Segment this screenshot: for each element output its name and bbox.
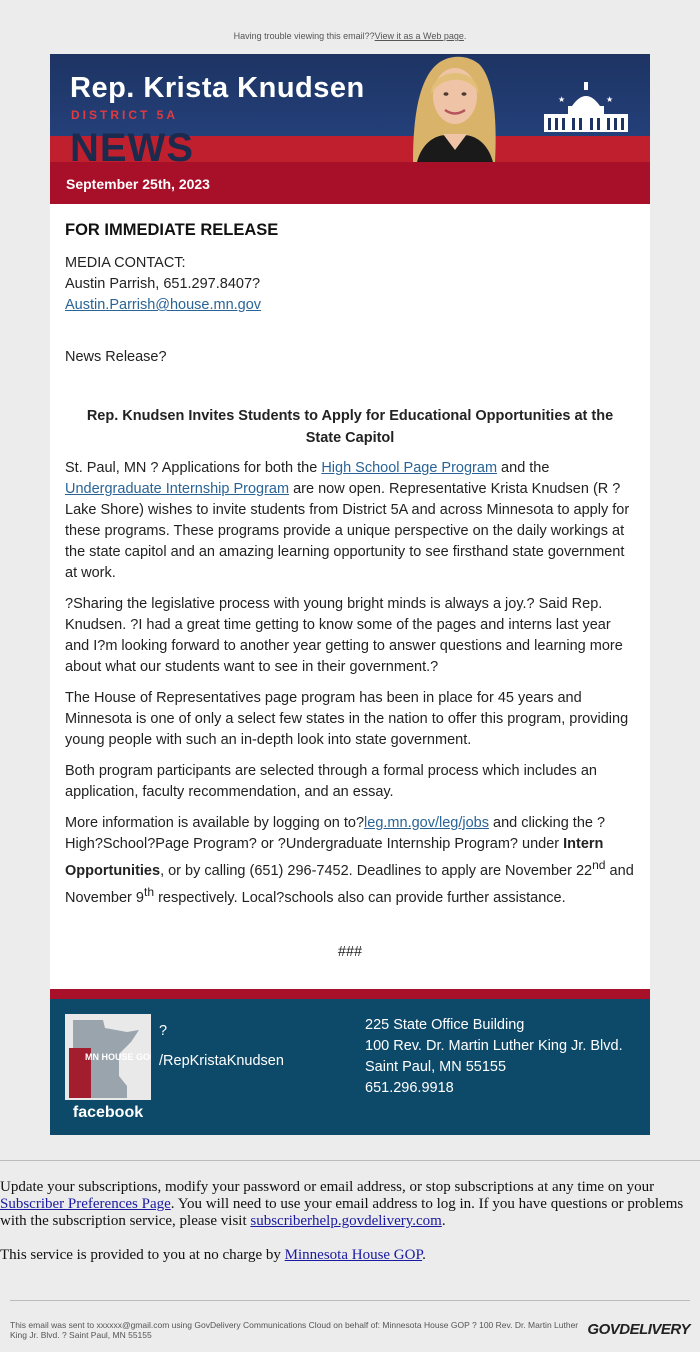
web-page-link[interactable]: View it as a Web page [374, 31, 464, 41]
minnesota-house-gop-link[interactable]: Minnesota House GOP [284, 1247, 423, 1263]
p5-text-d: and November 9 [65, 862, 634, 906]
p5-text-e: respectively. Local?schools also can provide further assistance. [154, 889, 566, 906]
paragraph-3: The House of Representatives page program has been in place for 45 years and Minnesota is one of only a select few states in the nation to offer this program, providing young people with such an in-depth look into state government. [65, 690, 629, 748]
subscriber-preferences-link[interactable]: Subscriber Preferences Page [0, 1196, 171, 1212]
address-line-2: 100 Rev. Dr. Martin Luther King Jr. Blvd. [365, 1037, 623, 1054]
p5-text-a: More information is available by logging on to? [65, 815, 365, 831]
preheader-tail: . [463, 31, 467, 41]
release-heading: FOR IMMEDIATE RELEASE [65, 221, 279, 239]
service-text-a: This service is provided to you at no charge by [0, 1247, 285, 1263]
footer-red-strip [50, 989, 650, 999]
facebook-link[interactable] [65, 1014, 151, 1122]
address-line-3: Saint Paul, MN 55155 [365, 1058, 507, 1075]
paragraph-5 [65, 813, 635, 909]
news-wordmark: NEWS [70, 126, 194, 170]
subscriber-help-link[interactable]: subscriberhelp.govdelivery.com [250, 1213, 442, 1229]
closing-marks: ### [337, 943, 363, 960]
preheader [0, 31, 700, 41]
social-question: ? [159, 1022, 168, 1039]
service-text-b: . [422, 1247, 426, 1263]
social-block [159, 1016, 284, 1076]
p5-text-c: , or by calling (651) 296-7452. Deadlines to apply are November 22 [160, 862, 593, 879]
undergraduate-internship-link[interactable]: Undergraduate Internship Program [65, 481, 290, 497]
district-label: DISTRICT 5A [71, 108, 179, 122]
footer [50, 999, 650, 1135]
office-address [365, 1015, 623, 1099]
govdelivery-logo: GOVDELIVERY [587, 1321, 690, 1338]
svg-text:MN HOUSE GOP: MN HOUSE GOP [85, 1051, 151, 1062]
news-release-label: News Release? [65, 349, 167, 365]
contact-email-link[interactable]: Austin.Parrish@house.mn.gov [65, 297, 262, 313]
media-contact-label: MEDIA CONTACT: [65, 255, 186, 271]
address-line-1: 225 State Office Building [365, 1016, 525, 1033]
paragraph-2: ?Sharing the legislative process with young bright minds is always a joy.? Said Rep. Knudsen. ?I had a great time getting to know some of the pages and interns last year and I?m looking forward to another year getting to answer questions and learning more about what our students want to see in their government.? [65, 596, 623, 675]
capitol-icon [538, 80, 634, 136]
service-paragraph [0, 1247, 700, 1264]
svg-text:★: ★ [558, 95, 566, 104]
p5-text-b: and clicking the ?High?School?Page Program? or ?Undergraduate Internship Program? under [65, 815, 606, 852]
p1-text-c: are now open. Representative Krista Knudsen (R ? Lake Shore) wishes to invite students from District 5A and across Minnesota to apply for these programs. These programs provide a unique perspective on the daily workings at the state capitol and an amazing learning opportunity to see firsthand state government at work. [65, 481, 630, 581]
paragraph-1 [65, 458, 635, 584]
office-phone: 651.296.9918 [365, 1079, 454, 1096]
intern-opportunities-bold: Intern Opportunities [65, 836, 604, 879]
subs-text-c: . [441, 1213, 446, 1229]
email-card [50, 54, 650, 1135]
p1-text-b: and the [497, 460, 550, 476]
headline: Rep. Knudsen Invites Students to Apply for Educational Opportunities at the State Capitol [86, 408, 614, 446]
news-banner [50, 54, 650, 204]
release-content [50, 204, 650, 989]
subs-text-a: Update your subscriptions, modify your password or email address, or stop subscriptions at any time on your [0, 1179, 655, 1195]
preheader-text: Having trouble viewing this email?? [233, 31, 375, 41]
high-school-page-program-link[interactable]: High School Page Program [321, 460, 498, 476]
sup-th: th [143, 884, 155, 899]
subscription-paragraph [0, 1179, 700, 1230]
facebook-handle[interactable]: /RepKristaKnudsen [159, 1052, 284, 1069]
subs-text-b: . You will need to use your email address to log in. If you have questions or problems with the subscription service, please visit [0, 1196, 684, 1229]
mn-house-gop-icon [65, 1014, 151, 1100]
contact-line: Austin Parrish, 651.297.8407? [65, 276, 261, 292]
svg-text:★: ★ [606, 95, 614, 104]
portrait-image [395, 54, 510, 162]
rep-name: Rep. Krista Knudsen [70, 72, 365, 104]
sent-notice-text: This email was sent to xxxxxx@gmail.com using GovDelivery Communications Cloud on behalf of: Minnesota House GOP ? 100 Rev. Dr. Martin Luther King Jr. Blvd. ? Saint Paul, MN 55155 [10, 1320, 579, 1340]
facebook-label: facebook [72, 1103, 144, 1121]
release-date: September 25th, 2023 [66, 176, 210, 192]
p1-text-a: St. Paul, MN ? Applications for both the [65, 460, 322, 476]
sup-nd: nd [592, 858, 606, 872]
paragraph-4: Both program participants are selected through a formal process which includes an application, faculty recommendation, and an essay. [65, 763, 597, 800]
subscription-notice [0, 1160, 700, 1281]
leg-jobs-link[interactable]: leg.mn.gov/leg/jobs [364, 815, 489, 831]
sent-notice [10, 1300, 690, 1340]
